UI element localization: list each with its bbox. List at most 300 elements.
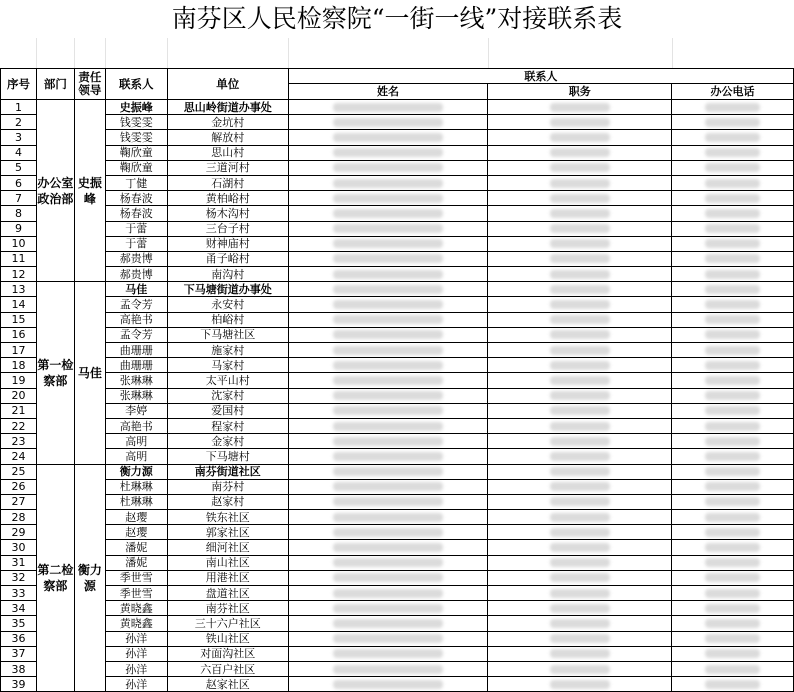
- row-number: 16: [1, 327, 37, 342]
- redacted-phone-cell: [672, 494, 794, 509]
- table-row: [1, 191, 794, 206]
- redacted-duty: [550, 330, 610, 339]
- table-row: [1, 646, 794, 661]
- row-number: 33: [1, 586, 37, 601]
- redacted-duty-cell: [488, 586, 672, 601]
- redacted-phone: [705, 361, 760, 370]
- redacted-duty: [550, 665, 610, 674]
- header-contact: 联系人: [105, 69, 167, 100]
- redacted-duty-cell: [488, 358, 672, 373]
- redacted-name-cell: [288, 221, 488, 236]
- redacted-phone-cell: [672, 100, 794, 115]
- redacted-phone-cell: [672, 312, 794, 327]
- redacted-duty: [550, 163, 610, 172]
- unit-cell: 赵家村: [167, 494, 288, 509]
- header-no: 序号: [1, 69, 37, 100]
- redacted-duty-cell: [488, 297, 672, 312]
- redacted-name-cell: [288, 267, 488, 282]
- redacted-phone-cell: [672, 403, 794, 418]
- unit-cell: 对面沟社区: [167, 646, 288, 661]
- leader-cell: 衡力源: [74, 464, 105, 692]
- redacted-name-cell: [288, 373, 488, 388]
- redacted-name-cell: [288, 403, 488, 418]
- redacted-duty: [550, 376, 610, 385]
- redacted-name: [333, 209, 443, 218]
- table-body: [1, 69, 794, 692]
- redacted-duty-cell: [488, 403, 672, 418]
- row-number: 8: [1, 206, 37, 221]
- redacted-phone: [705, 589, 760, 598]
- redacted-name-cell: [288, 358, 488, 373]
- unit-cell: 沈家村: [167, 388, 288, 403]
- redacted-duty-cell: [488, 267, 672, 282]
- redacted-name: [333, 467, 443, 476]
- unit-cell: 爱国村: [167, 403, 288, 418]
- row-number: 38: [1, 661, 37, 676]
- redacted-duty-cell: [488, 191, 672, 206]
- redacted-duty-cell: [488, 525, 672, 540]
- table-row: [1, 479, 794, 494]
- redacted-duty: [550, 634, 610, 643]
- redacted-phone: [705, 513, 760, 522]
- redacted-name-cell: [288, 555, 488, 570]
- redacted-name: [333, 346, 443, 355]
- unit-cell: 盘道社区: [167, 586, 288, 601]
- redacted-name-cell: [288, 631, 488, 646]
- redacted-duty: [550, 497, 610, 506]
- redacted-phone: [705, 270, 760, 279]
- table-row: [1, 631, 794, 646]
- redacted-name: [333, 558, 443, 567]
- redacted-name: [333, 270, 443, 279]
- redacted-phone-cell: [672, 555, 794, 570]
- table-row: [1, 130, 794, 145]
- row-number: 17: [1, 343, 37, 358]
- redacted-duty: [550, 285, 610, 294]
- redacted-name-cell: [288, 100, 488, 115]
- redacted-phone-cell: [672, 327, 794, 342]
- table-row: [1, 388, 794, 403]
- table-row: [1, 555, 794, 570]
- contact-cell: 钱雯雯: [105, 130, 167, 145]
- contact-cell: 曲珊珊: [105, 358, 167, 373]
- redacted-duty-cell: [488, 373, 672, 388]
- row-number: 15: [1, 312, 37, 327]
- unit-cell: 金坑村: [167, 115, 288, 130]
- redacted-duty-cell: [488, 221, 672, 236]
- redacted-phone: [705, 482, 760, 491]
- row-number: 2: [1, 115, 37, 130]
- contact-cell: 史振峰: [105, 100, 167, 115]
- redacted-duty: [550, 482, 610, 491]
- row-number: 5: [1, 160, 37, 175]
- redacted-duty: [550, 649, 610, 658]
- row-number: 28: [1, 510, 37, 525]
- redacted-duty: [550, 543, 610, 552]
- redacted-duty-cell: [488, 175, 672, 190]
- redacted-name: [333, 179, 443, 188]
- redacted-name-cell: [288, 646, 488, 661]
- redacted-name-cell: [288, 677, 488, 692]
- header-leader: 责任领导: [74, 69, 105, 100]
- redacted-phone-cell: [672, 677, 794, 692]
- redacted-name-cell: [288, 494, 488, 509]
- row-number: 9: [1, 221, 37, 236]
- redacted-phone-cell: [672, 191, 794, 206]
- redacted-phone: [705, 179, 760, 188]
- unit-cell: 赵家社区: [167, 677, 288, 692]
- row-number: 7: [1, 191, 37, 206]
- unit-cell: 铁山社区: [167, 631, 288, 646]
- redacted-name-cell: [288, 540, 488, 555]
- redacted-duty-cell: [488, 130, 672, 145]
- redacted-name: [333, 437, 443, 446]
- unit-cell: 下马塘街道办事处: [167, 282, 288, 297]
- redacted-duty: [550, 315, 610, 324]
- row-number: 21: [1, 403, 37, 418]
- redacted-name-cell: [288, 297, 488, 312]
- row-number: 4: [1, 145, 37, 160]
- redacted-name-cell: [288, 130, 488, 145]
- redacted-name: [333, 543, 443, 552]
- contact-cell: 黄晓鑫: [105, 601, 167, 616]
- redacted-duty: [550, 422, 610, 431]
- contact-cell: 潘妮: [105, 540, 167, 555]
- redacted-name-cell: [288, 510, 488, 525]
- redacted-name: [333, 148, 443, 157]
- contact-cell: 李婷: [105, 403, 167, 418]
- unit-cell: 下马塘村: [167, 449, 288, 464]
- redacted-phone: [705, 680, 760, 689]
- redacted-duty: [550, 528, 610, 537]
- unit-cell: 南芬社区: [167, 601, 288, 616]
- redacted-duty: [550, 224, 610, 233]
- table-row: [1, 358, 794, 373]
- redacted-name-cell: [288, 434, 488, 449]
- row-number: 20: [1, 388, 37, 403]
- spreadsheet-empty-grid: [0, 38, 794, 68]
- contact-cell: 郝贵博: [105, 267, 167, 282]
- unit-cell: 南芬街道社区: [167, 464, 288, 479]
- redacted-phone: [705, 163, 760, 172]
- redacted-phone-cell: [672, 251, 794, 266]
- redacted-name: [333, 665, 443, 674]
- dept-cell: 办公室政治部: [36, 100, 74, 282]
- redacted-duty-cell: [488, 251, 672, 266]
- redacted-phone: [705, 604, 760, 613]
- table-row: [1, 586, 794, 601]
- contact-cell: 郝贵博: [105, 251, 167, 266]
- redacted-name-cell: [288, 312, 488, 327]
- redacted-name: [333, 118, 443, 127]
- unit-cell: 石湖村: [167, 175, 288, 190]
- unit-cell: 太平山村: [167, 373, 288, 388]
- table-row: [1, 661, 794, 676]
- row-number: 36: [1, 631, 37, 646]
- redacted-phone-cell: [672, 449, 794, 464]
- redacted-phone-cell: [672, 631, 794, 646]
- redacted-name: [333, 573, 443, 582]
- redacted-phone: [705, 467, 760, 476]
- redacted-phone-cell: [672, 586, 794, 601]
- unit-cell: 南芬村: [167, 479, 288, 494]
- table-row: [1, 267, 794, 282]
- redacted-phone: [705, 330, 760, 339]
- header-row: [1, 69, 794, 84]
- unit-cell: 财神庙村: [167, 236, 288, 251]
- redacted-name-cell: [288, 145, 488, 160]
- redacted-duty: [550, 103, 610, 112]
- row-number: 32: [1, 570, 37, 585]
- redacted-duty-cell: [488, 145, 672, 160]
- table-row: [1, 510, 794, 525]
- contact-cell: 季世雪: [105, 570, 167, 585]
- redacted-name-cell: [288, 236, 488, 251]
- redacted-phone-cell: [672, 525, 794, 540]
- redacted-name-cell: [288, 601, 488, 616]
- redacted-name: [333, 406, 443, 415]
- row-number: 29: [1, 525, 37, 540]
- contact-table: [0, 68, 794, 692]
- redacted-phone-cell: [672, 570, 794, 585]
- contact-cell: 季世雪: [105, 586, 167, 601]
- contact-cell: 曲珊珊: [105, 343, 167, 358]
- table-row: [1, 175, 794, 190]
- contact-cell: 黄晓鑫: [105, 616, 167, 631]
- row-number: 24: [1, 449, 37, 464]
- contact-cell: 鞠欣童: [105, 145, 167, 160]
- row-number: 6: [1, 175, 37, 190]
- redacted-phone: [705, 315, 760, 324]
- redacted-name: [333, 361, 443, 370]
- redacted-duty-cell: [488, 236, 672, 251]
- table-row: [1, 601, 794, 616]
- dept-cell: 第一检察部: [36, 282, 74, 464]
- redacted-name: [333, 224, 443, 233]
- redacted-duty-cell: [488, 327, 672, 342]
- redacted-name-cell: [288, 115, 488, 130]
- row-number: 31: [1, 555, 37, 570]
- row-number: 37: [1, 646, 37, 661]
- table-row: [1, 525, 794, 540]
- redacted-phone-cell: [672, 661, 794, 676]
- redacted-phone: [705, 391, 760, 400]
- redacted-name-cell: [288, 570, 488, 585]
- redacted-phone: [705, 649, 760, 658]
- redacted-phone-cell: [672, 160, 794, 175]
- redacted-duty-cell: [488, 282, 672, 297]
- row-number: 1: [1, 100, 37, 115]
- redacted-duty-cell: [488, 494, 672, 509]
- redacted-phone-cell: [672, 145, 794, 160]
- redacted-duty-cell: [488, 601, 672, 616]
- unit-cell: 金家村: [167, 434, 288, 449]
- row-number: 19: [1, 373, 37, 388]
- contact-cell: 高明: [105, 434, 167, 449]
- redacted-phone: [705, 528, 760, 537]
- dept-cell: 第二检察部: [36, 464, 74, 692]
- redacted-phone: [705, 543, 760, 552]
- redacted-name: [333, 103, 443, 112]
- redacted-duty: [550, 270, 610, 279]
- unit-cell: 下马塘社区: [167, 327, 288, 342]
- redacted-name-cell: [288, 251, 488, 266]
- table-row: [1, 464, 794, 479]
- header-name: 姓名: [288, 84, 488, 100]
- redacted-duty-cell: [488, 160, 672, 175]
- unit-cell: 解放村: [167, 130, 288, 145]
- unit-cell: 三台子村: [167, 221, 288, 236]
- unit-cell: 三十六户社区: [167, 616, 288, 631]
- redacted-phone: [705, 254, 760, 263]
- row-number: 26: [1, 479, 37, 494]
- redacted-duty-cell: [488, 661, 672, 676]
- redacted-duty-cell: [488, 312, 672, 327]
- table-row: [1, 449, 794, 464]
- redacted-duty-cell: [488, 555, 672, 570]
- redacted-duty: [550, 513, 610, 522]
- redacted-name: [333, 452, 443, 461]
- redacted-duty-cell: [488, 479, 672, 494]
- row-number: 23: [1, 434, 37, 449]
- row-number: 14: [1, 297, 37, 312]
- redacted-duty-cell: [488, 449, 672, 464]
- redacted-duty-cell: [488, 570, 672, 585]
- page-title: 南芬区人民检察院“一街一线”对接联系表: [171, 4, 623, 33]
- redacted-duty-cell: [488, 343, 672, 358]
- redacted-name: [333, 376, 443, 385]
- redacted-duty: [550, 467, 610, 476]
- redacted-duty-cell: [488, 631, 672, 646]
- table-row: [1, 312, 794, 327]
- contact-cell: 赵璎: [105, 525, 167, 540]
- redacted-name: [333, 300, 443, 309]
- row-number: 12: [1, 267, 37, 282]
- row-number: 3: [1, 130, 37, 145]
- redacted-phone: [705, 437, 760, 446]
- redacted-phone-cell: [672, 297, 794, 312]
- redacted-duty-cell: [488, 646, 672, 661]
- unit-cell: 马家村: [167, 358, 288, 373]
- contact-cell: 杜琳琳: [105, 494, 167, 509]
- redacted-duty-cell: [488, 540, 672, 555]
- row-number: 11: [1, 251, 37, 266]
- redacted-phone: [705, 194, 760, 203]
- table-row: [1, 343, 794, 358]
- redacted-duty: [550, 209, 610, 218]
- redacted-phone: [705, 148, 760, 157]
- contact-cell: 高艳书: [105, 312, 167, 327]
- redacted-phone-cell: [672, 282, 794, 297]
- contact-cell: 钱雯雯: [105, 115, 167, 130]
- redacted-phone: [705, 224, 760, 233]
- redacted-duty-cell: [488, 388, 672, 403]
- unit-cell: 南沟村: [167, 267, 288, 282]
- redacted-phone: [705, 346, 760, 355]
- redacted-name-cell: [288, 586, 488, 601]
- header-duty: 职务: [488, 84, 672, 100]
- leader-cell: 马佳: [74, 282, 105, 464]
- redacted-phone: [705, 300, 760, 309]
- redacted-phone: [705, 133, 760, 142]
- table-row: [1, 100, 794, 115]
- table-row: [1, 418, 794, 433]
- row-number: 39: [1, 677, 37, 692]
- row-number: 10: [1, 236, 37, 251]
- redacted-phone: [705, 558, 760, 567]
- redacted-name: [333, 422, 443, 431]
- contact-cell: 张琳琳: [105, 388, 167, 403]
- redacted-duty-cell: [488, 616, 672, 631]
- redacted-phone: [705, 285, 760, 294]
- redacted-duty: [550, 148, 610, 157]
- contact-cell: 孙洋: [105, 661, 167, 676]
- redacted-name: [333, 285, 443, 294]
- table-row: [1, 570, 794, 585]
- header-unit: 单位: [167, 69, 288, 100]
- redacted-duty: [550, 437, 610, 446]
- redacted-phone: [705, 239, 760, 248]
- contact-cell: 杨春波: [105, 191, 167, 206]
- table-row: [1, 160, 794, 175]
- table-row: [1, 494, 794, 509]
- redacted-phone: [705, 376, 760, 385]
- redacted-phone-cell: [672, 601, 794, 616]
- row-number: 35: [1, 616, 37, 631]
- redacted-name: [333, 589, 443, 598]
- redacted-phone-cell: [672, 221, 794, 236]
- redacted-name: [333, 254, 443, 263]
- redacted-duty: [550, 118, 610, 127]
- redacted-name: [333, 680, 443, 689]
- redacted-name: [333, 604, 443, 613]
- contact-cell: 高艳书: [105, 418, 167, 433]
- contact-cell: 杨春波: [105, 206, 167, 221]
- redacted-phone-cell: [672, 236, 794, 251]
- redacted-phone-cell: [672, 388, 794, 403]
- redacted-duty: [550, 300, 610, 309]
- redacted-name-cell: [288, 449, 488, 464]
- table-row: [1, 403, 794, 418]
- redacted-name: [333, 330, 443, 339]
- redacted-name-cell: [288, 464, 488, 479]
- redacted-name-cell: [288, 479, 488, 494]
- redacted-name: [333, 391, 443, 400]
- contact-cell: 于蕾: [105, 221, 167, 236]
- table-row: [1, 327, 794, 342]
- redacted-duty: [550, 239, 610, 248]
- unit-cell: 柏峪村: [167, 312, 288, 327]
- header-liaison: 联系人: [288, 69, 793, 84]
- redacted-duty-cell: [488, 206, 672, 221]
- redacted-duty: [550, 558, 610, 567]
- redacted-name: [333, 163, 443, 172]
- redacted-duty: [550, 361, 610, 370]
- table-row: [1, 251, 794, 266]
- unit-cell: 杨木沟村: [167, 206, 288, 221]
- unit-cell: 南山社区: [167, 555, 288, 570]
- redacted-phone-cell: [672, 175, 794, 190]
- redacted-phone: [705, 497, 760, 506]
- redacted-duty: [550, 179, 610, 188]
- unit-cell: 六百户社区: [167, 661, 288, 676]
- row-number: 22: [1, 418, 37, 433]
- redacted-phone: [705, 209, 760, 218]
- redacted-duty-cell: [488, 464, 672, 479]
- redacted-phone: [705, 619, 760, 628]
- contact-cell: 高明: [105, 449, 167, 464]
- redacted-phone-cell: [672, 418, 794, 433]
